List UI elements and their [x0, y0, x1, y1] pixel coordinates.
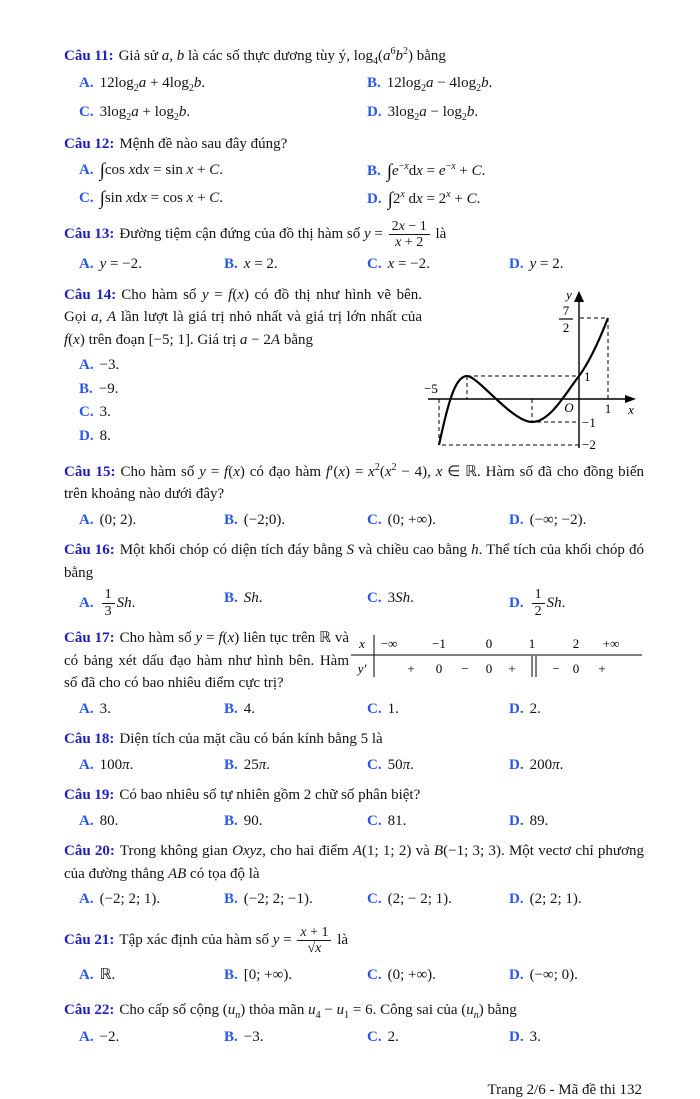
- option-b: B. Sh.: [224, 590, 263, 607]
- options-grid: [64, 354, 422, 447]
- option-d: D. $3\log_2a - \log_2b$.: [367, 104, 479, 123]
- question-19: [64, 784, 644, 832]
- y-tick-7: 7: [562, 302, 570, 318]
- question-18: [64, 728, 644, 776]
- option-c: C. ∫sin xdx = cos x + C.: [79, 188, 224, 209]
- question-text: Cho hàm số y = f(x) liên tục trên ℝ và có bảng xét dấu đạo hàm như hình bên. Hàm số đã cho có bao nhiêu điểm cực trị?: [64, 630, 350, 692]
- option-d: D. $\frac{1}{2}$ Sh.: [509, 587, 566, 619]
- question-number: Câu 20:: [64, 843, 115, 860]
- option-a: A. (−2; 2; 1).: [79, 891, 161, 908]
- x-val: 2: [572, 636, 580, 652]
- option-d: D. y = 2.: [509, 256, 564, 273]
- option-b: B. (−2;0).: [224, 511, 286, 528]
- question-number: Câu 14:: [64, 286, 117, 303]
- option-c: C. x = −2.: [367, 256, 430, 273]
- question-number: Câu 13:: [64, 225, 115, 242]
- option-d: D. ∫2$^x$ dx = $2^x + C$.: [367, 189, 481, 210]
- y-axis-arrow: [574, 291, 584, 302]
- sign: +: [508, 661, 516, 677]
- question-17: [64, 627, 644, 720]
- option-c: C. 81.: [367, 812, 407, 829]
- option-b: B. −3.: [224, 1028, 264, 1045]
- question-number: Câu 22:: [64, 1001, 115, 1018]
- option-d: D. (−∞; −2).: [509, 511, 587, 528]
- option-a: A. 3.: [79, 700, 111, 717]
- options-grid: [64, 509, 644, 532]
- question-number: Câu 16:: [64, 542, 115, 559]
- option-d: D. 200π.: [509, 756, 564, 773]
- sign: +: [598, 661, 606, 677]
- option-b: B. $\int e^{-x}dx = e^{-x} + C$.: [367, 160, 486, 182]
- sign: −: [461, 661, 469, 677]
- question-number: Câu 15:: [64, 463, 116, 480]
- question-14: [64, 284, 644, 452]
- option-a: A. 80.: [79, 812, 119, 829]
- question-22: [64, 999, 644, 1049]
- option-c: C. 2.: [367, 1028, 399, 1045]
- options-grid: [64, 810, 644, 833]
- question-number: Câu 19:: [64, 787, 115, 804]
- option-c: C. $3\log_2a + \log_2b$.: [79, 104, 191, 123]
- sign: +: [407, 661, 415, 677]
- x-val: 1: [528, 636, 536, 652]
- options-grid: [64, 159, 644, 211]
- option-a: A. (0; 2).: [79, 511, 137, 528]
- option-b: B. −9.: [79, 380, 119, 397]
- question-number: Câu 12:: [64, 136, 115, 152]
- question-12: [64, 133, 644, 211]
- option-a: A. y = −2.: [79, 256, 142, 273]
- question-text: Cho hàm số y = f(x) có đồ thị như hình vẽ bên. Gọi a, A lần lượt là giá trị nhỏ nhất và giá trị lớn nhất của f(x) trên đoạn [−5; 1]. Giá trị a − 2A bằng: [64, 286, 423, 348]
- question-text: Có bao nhiêu số tự nhiên gồm 2 chữ số phân biệt?: [119, 787, 421, 804]
- question-text: Đường tiệm cận đứng của đồ thị hàm số y = $\frac{2x - 1}{x + 2}$ là: [119, 218, 447, 250]
- y-tick-neg1: −1: [582, 414, 596, 430]
- option-a: A. ℝ.: [79, 967, 116, 984]
- sign: 0: [485, 661, 493, 677]
- y-tick-2: 2: [562, 319, 570, 335]
- option-b: B. x = 2.: [224, 256, 278, 273]
- option-d: D. 2.: [509, 700, 541, 717]
- option-d: D. (−∞; 0).: [509, 967, 578, 984]
- option-d: D. 89.: [509, 812, 549, 829]
- option-c: C. 1.: [367, 700, 399, 717]
- question-text: Diện tích của mặt cầu có bán kính bằng 5 là: [119, 731, 383, 748]
- options-grid: [64, 964, 644, 987]
- option-b: B. 90.: [224, 812, 263, 829]
- option-b: B. $12\log_2a - 4\log_2b$.: [367, 75, 493, 94]
- question-number: Câu 21:: [64, 931, 115, 948]
- function-graph: [422, 286, 644, 452]
- option-b: B. 4.: [224, 700, 256, 717]
- option-b: B. 25π.: [224, 756, 271, 773]
- options-grid: [64, 72, 644, 125]
- x-tick-1: 1: [604, 400, 612, 416]
- sign: 0: [435, 661, 443, 677]
- x-axis-label: x: [628, 401, 634, 417]
- option-c: C. 3Sh.: [367, 590, 414, 607]
- sign: 0: [572, 661, 580, 677]
- sign-table: [349, 633, 644, 679]
- option-a: A. ∫cos xdx = sin x + C.: [79, 159, 224, 181]
- sign: −: [552, 661, 560, 677]
- options-grid: [64, 253, 644, 276]
- page-footer: [0, 1056, 700, 1099]
- origin-label: O: [564, 399, 574, 415]
- option-c: C. 3.: [79, 404, 111, 421]
- question-20: [64, 840, 644, 911]
- option-a: A. −2.: [79, 1028, 120, 1045]
- row-var-yprime: y′: [357, 661, 367, 677]
- x-val: −∞: [380, 636, 398, 652]
- question-16: [64, 539, 644, 619]
- y-axis-label: y: [566, 286, 572, 302]
- x-val: +∞: [602, 636, 620, 652]
- option-c: C. 50π.: [367, 756, 414, 773]
- question-11: [64, 44, 644, 125]
- option-b: B. [0; +∞).: [224, 967, 293, 984]
- question-text: Một khối chóp có diện tích đáy bằng S và chiều cao bằng h. Thể tích của khối chóp đó bằng: [64, 542, 645, 581]
- question-text: Cho hàm số y = f(x) có đạo hàm $f'(x) = x^2(x^2 - 4)$, x ∈ ℝ. Hàm số đã cho đồng biến trên khoảng nào dưới đây?: [64, 461, 644, 503]
- x-val: −1: [432, 636, 446, 652]
- question-text: Cho cấp số cộng $(u_n)$ thỏa mãn $u_4 - u_1 = 6$. Công sai của $(u_n)$ bằng: [119, 1001, 517, 1021]
- x-tick-neg5: −5: [424, 380, 438, 396]
- options-grid: [64, 1026, 644, 1049]
- question-text: Mệnh đề nào sau đây đúng?: [119, 136, 288, 152]
- question-text: Trong không gian Oxyz, cho hai điểm A(1; 1; 2) và B(−1; 3; 3). Một vectơ chỉ phương của đường thẳng AB có tọa độ là: [64, 843, 644, 882]
- question-number: Câu 11:: [64, 48, 114, 64]
- question-number: Câu 17:: [64, 630, 115, 647]
- option-d: D. 3.: [509, 1028, 541, 1045]
- options-grid: [64, 698, 644, 721]
- option-d: D. (2; 2; 1).: [509, 891, 582, 908]
- question-15: [64, 460, 644, 532]
- axes: [428, 300, 629, 448]
- option-c: C. (0; +∞).: [367, 967, 436, 984]
- option-a: A. −3.: [79, 357, 120, 374]
- option-c: C. (0; +∞).: [367, 511, 436, 528]
- options-grid: [64, 888, 644, 911]
- page-footer-text: Trang 2/6 - Mã đề thi 132: [487, 1082, 642, 1099]
- options-grid: [64, 754, 644, 777]
- option-c: C. (2; − 2; 1).: [367, 891, 452, 908]
- option-a: A. 100π.: [79, 756, 134, 773]
- row-var-x: x: [359, 636, 365, 652]
- question-text: Giả sử a, b là các số thực dương tùy ý, $\log_4(a^6b^2)$ bằng: [118, 46, 446, 67]
- option-a: A. $\frac{1}{3}$ Sh.: [79, 587, 136, 619]
- x-val: 0: [485, 636, 493, 652]
- option-d: D. 8.: [79, 427, 111, 444]
- question-21: [64, 925, 644, 987]
- y-tick-1: 1: [584, 368, 591, 384]
- question-text: Tập xác định của hàm số y = $\frac{x + 1}{√x}$ là: [119, 924, 349, 956]
- option-a: A. $12\log_2a + 4\log_2b$.: [79, 75, 206, 94]
- options-grid: [64, 587, 644, 619]
- question-13: [64, 219, 644, 276]
- y-tick-neg2: −2: [582, 436, 596, 452]
- question-number: Câu 18:: [64, 731, 115, 748]
- option-b: B. (−2; 2; −1).: [224, 891, 313, 908]
